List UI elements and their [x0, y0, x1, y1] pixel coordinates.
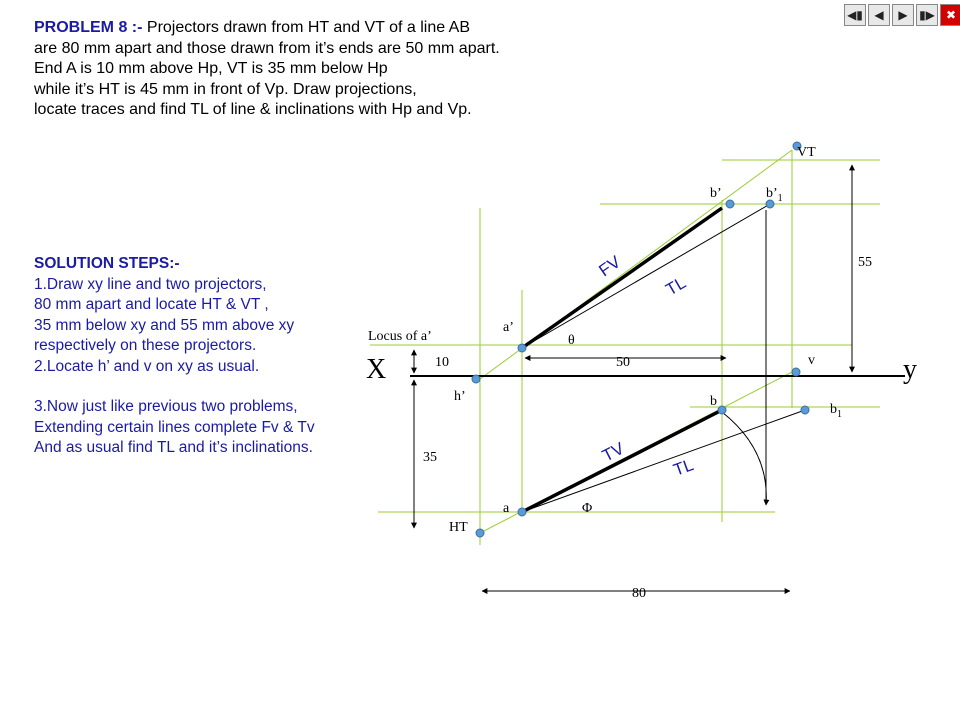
step-line-7: Extending certain lines complete Fv & Tv: [34, 418, 315, 436]
last-slide-icon[interactable]: ▮▶: [916, 4, 938, 26]
step-line-1: 1.Draw xy line and two projectors,: [34, 275, 267, 293]
previous-slide-icon[interactable]: ◀: [868, 4, 890, 26]
label-dim-35: 35: [423, 450, 437, 465]
label-b1: $b_1$: [830, 402, 842, 420]
label-dim-55: 55: [858, 255, 872, 270]
projector-lines: [370, 150, 880, 545]
point-b1: [801, 406, 809, 414]
step-line-8: And as usual find TL and it’s inclinations.: [34, 439, 313, 456]
label-tl-top: TL: [662, 273, 690, 300]
label-phi: Φ: [582, 501, 593, 516]
point-a-dash: [518, 344, 526, 352]
point-b-dash: [726, 200, 734, 208]
problem-line-5: locate traces and find TL of line & inclinations with Hp and Vp.: [34, 101, 472, 118]
label-vt: VT: [797, 145, 816, 160]
top-view-line: [522, 410, 722, 512]
points: [472, 142, 809, 537]
label-v: v: [808, 353, 815, 368]
point-v: [792, 368, 800, 376]
step-line-2: 80 mm apart and locate HT & VT ,: [34, 296, 269, 313]
label-b-dash: b’: [710, 186, 722, 201]
true-length-tv: [522, 410, 805, 512]
label-fv: FV: [595, 252, 625, 281]
label-y: y: [903, 354, 917, 385]
label-locus-a-dash: Locus of a’: [368, 329, 432, 344]
point-h-dash: [472, 375, 480, 383]
first-slide-icon[interactable]: ◀▮: [844, 4, 866, 26]
label-tv: TV: [599, 438, 628, 466]
label-x: X: [366, 354, 387, 385]
step-line-5: 2.Locate h’ and v on xy as usual.: [34, 357, 260, 375]
next-slide-icon[interactable]: ▶: [892, 4, 914, 26]
step-line-3: 35 mm below xy and 55 mm above xy: [34, 316, 295, 334]
label-b1-dash: $b’_1$: [766, 186, 783, 204]
front-view-line: [522, 208, 722, 348]
problem-line-2: are 80 mm apart and those drawn from it’s ends are 50 mm apart.: [34, 39, 500, 57]
label-dim-80: 80: [632, 586, 646, 601]
label-dim-50: 50: [616, 355, 630, 370]
problem-line-4: while it’s HT is 45 mm in front of Vp. Draw projections,: [34, 80, 417, 98]
problem-line-3: End A is 10 mm above Hp, VT is 35 mm below Hp: [34, 60, 388, 77]
label-a: a: [503, 501, 510, 516]
point-b1-dash: [766, 200, 774, 208]
label-tl-bottom: TL: [670, 455, 697, 480]
point-a: [518, 508, 526, 516]
label-b: b: [710, 394, 717, 409]
label-theta: θ: [568, 333, 575, 348]
step-line-6: 3.Now just like previous two problems,: [34, 398, 298, 415]
label-h-dash: h’: [454, 389, 466, 404]
exit-icon[interactable]: ✖: [940, 4, 960, 26]
true-length-fv: [522, 204, 770, 348]
label-ht: HT: [449, 520, 468, 535]
step-line-4: respectively on these projectors.: [34, 337, 257, 354]
label-a-dash: a’: [503, 320, 514, 335]
problem-line-1-text: Projectors drawn from HT and VT of a line AB: [146, 19, 471, 36]
point-b: [718, 406, 726, 414]
steps-title: SOLUTION STEPS:-: [34, 255, 180, 272]
problem-lead: PROBLEM 8 :-: [34, 19, 143, 36]
point-ht: [476, 529, 484, 537]
label-dim-10: 10: [435, 355, 449, 370]
